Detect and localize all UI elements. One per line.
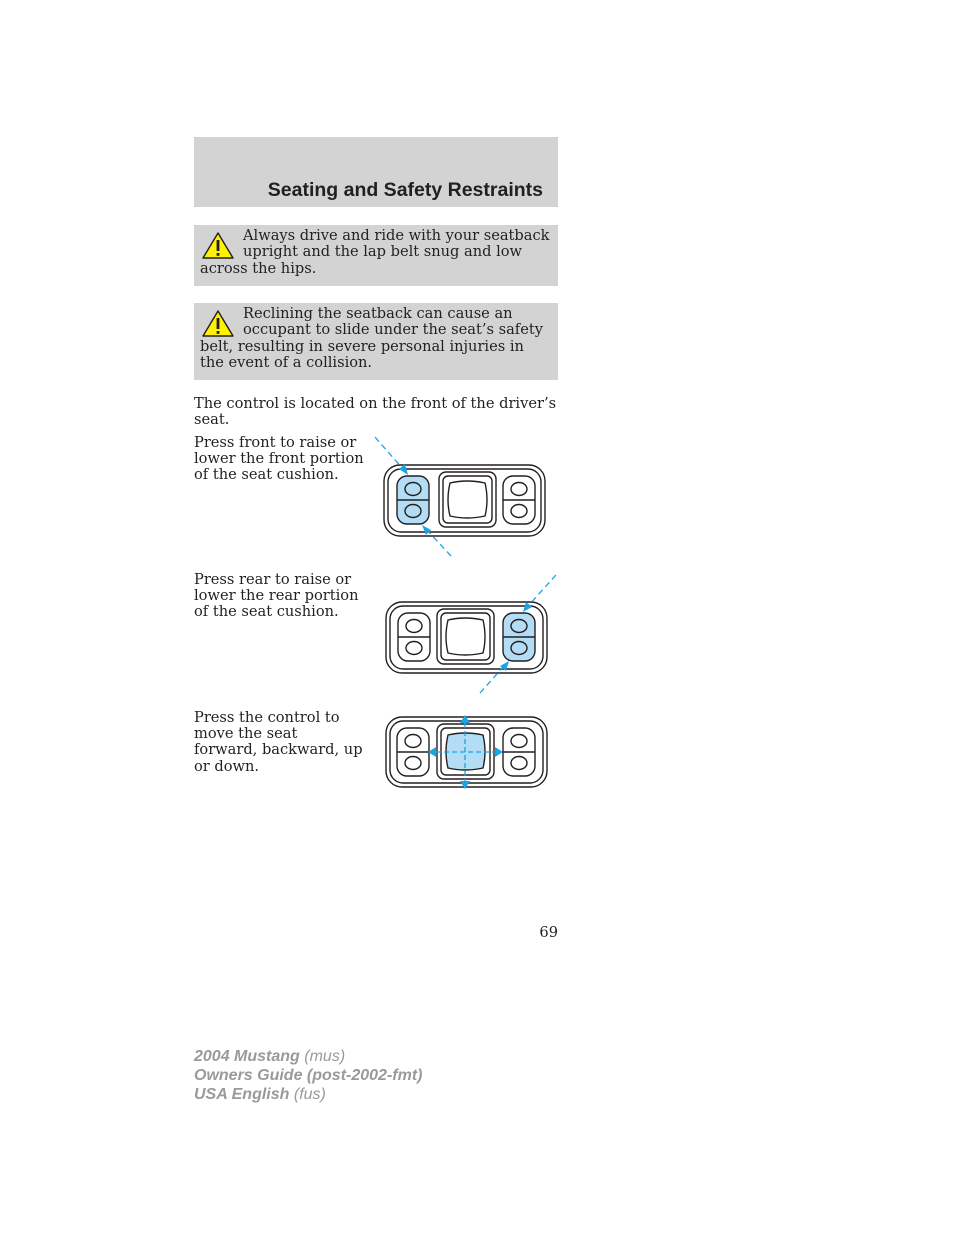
section-title: Seating and Safety Restraints [267, 179, 543, 201]
document-footer [194, 1047, 422, 1104]
warning-box-2 [194, 303, 558, 380]
seat-control-front-diagram [370, 432, 550, 562]
intro-text: The control is located on the front of the driver’s seat. [194, 395, 557, 429]
footer-language: USA English [194, 1086, 290, 1103]
footer-model-code: (mus) [304, 1048, 346, 1065]
warning-triangle-icon [200, 308, 236, 338]
instruction-rear-text: Press rear to raise or lower the rear portion of the seat cushion. [194, 571, 359, 621]
footer-model: 2004 Mustang [194, 1048, 300, 1065]
footer-guide: Owners Guide (post-2002-fmt) [194, 1067, 423, 1084]
warning-text-1: Always drive and ride with your seatback upright and the lap belt snug and low across the hips. [200, 227, 550, 277]
seat-control-rear-diagram [370, 568, 560, 698]
seat-control-center-diagram [370, 708, 560, 798]
warning-box-1 [194, 225, 558, 286]
warning-text-2: Reclining the seatback can cause an occupant to slide under the seat’s safety belt, resulting in severe personal injuries in the event of a collision. [200, 305, 543, 372]
instruction-center-text: Press the control to move the seat forward, backward, up or down. [194, 709, 363, 775]
footer-language-code: (fus) [293, 1086, 326, 1103]
instruction-front-text: Press front to raise or lower the front portion of the seat cushion. [194, 434, 364, 484]
section-header-band [194, 137, 558, 207]
page-number: 69 [539, 924, 558, 941]
warning-triangle-icon [200, 230, 236, 260]
